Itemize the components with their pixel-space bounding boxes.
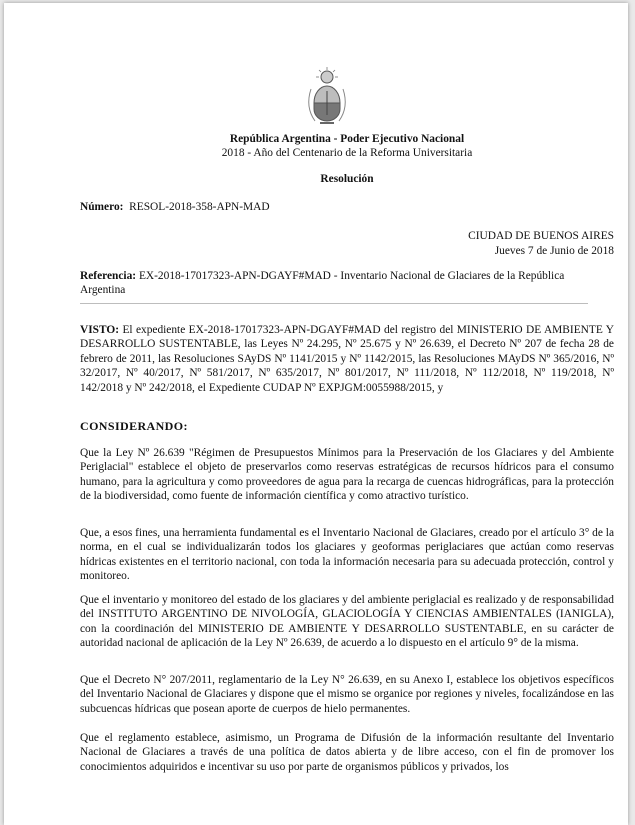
paragraph: Que la Ley Nº 26.639 "Régimen de Presupuestos Mínimos para la Preservación de los Glaciares y del Ambiente Periglacial" establece el objeto de preservarlos como reservas estratégicas de recursos hídricos para el consumo humano, para la agricultura y como proveedores de agua para la recarga de cuencas hidrográficas, para la protección de la biodiversidad, como fuente de información científica y como atractivo turístico. [80, 447, 614, 503]
referencia [80, 269, 590, 298]
paragraph: Que el inventario y monitoreo del estado de los glaciares y del ambiente periglacial es realizado y de responsabilidad del INSTITUTO ARGENTINO DE NIVOLOGÍA, GLACIOLOGÍA Y CIENCIAS AMBIENTALES (IANIGLA), con la coordinación del MINISTERIO DE AMBIENTE Y DESARROLLO SUSTENTABLE, en su carácter de autoridad nacional de aplicación de la Ley Nº 26.639, de acuerdo a lo dispuesto en el artículo 9° de la misma. [80, 594, 614, 650]
year-motto: 2018 - Año del Centenario de la Reforma Universitaria [221, 147, 473, 159]
issuer-line: República Argentina - Poder Ejecutivo Nacional [229, 133, 465, 145]
numero-line [80, 200, 270, 214]
referencia-label: Referencia: [80, 270, 137, 282]
visto-label: VISTO: [80, 324, 120, 336]
numero-label: Número: [80, 201, 124, 213]
coat-of-arms-seal [302, 65, 352, 129]
document-page [4, 3, 628, 825]
referencia-value: EX-2018-17017323-APN-DGAYF#MAD - Inventario Nacional de Glaciares de la República Argentina [80, 270, 565, 297]
numero-value: RESOL-2018-358-APN-MAD [129, 201, 270, 213]
document-type: Resolución [320, 173, 374, 185]
paragraph: Que, a esos fines, una herramienta fundamental es el Inventario Nacional de Glaciares, creado por el artículo 3° de la norma, en el cual se individualizarán todos los glaciares y geoformas periglaciares que actúan como reservas hídricas existentes en el territorio nacional, con toda la información necesaria para su adecuada protección, control y monitoreo. [80, 527, 614, 583]
city: CIUDAD DE BUENOS AIRES [468, 230, 614, 242]
visto-text: El expediente EX-2018-17017323-APN-DGAYF#MAD del registro del MINISTERIO DE AMBIENTE Y DESARROLLO SUSTENTABLE, las Leyes Nº 24.295, Nº 25.675 y Nº 26.639, el Decreto Nº 207 de fecha 28 de febrero de 2011, las Resoluciones SAyDS Nº 1141/2015 y Nº 1142/2015, las Resoluciones MAyDS Nº 365/2016, Nº 32/2017, Nº 40/2017, Nº 581/2017, Nº 635/2017, Nº 801/2017, Nº 111/2018, Nº 112/2018, Nº 119/2018, Nº 142/2018 y Nº 242/2018, el Expediente CUDAP Nº EXPJGM:0055988/2015, y [80, 324, 614, 394]
paragraph: Que el Decreto N° 207/2011, reglamentario de la Ley N° 26.639, en su Anexo I, establece los objetivos específicos del Inventario Nacional de Glaciares y dispone que el mismo se organice por regiones y niveles, focalizándose en las subcuencas hídricas que posean aporte de cuerpos de hielo permanentes. [80, 674, 614, 715]
date: Jueves 7 de Junio de 2018 [494, 245, 614, 257]
paragraph: Que el reglamento establece, asimismo, un Programa de Difusión de la información resultante del Inventario Nacional de Glaciares a través de una política de datos abierta y de libre acceso, con el fin de promover los conocimientos adquiridos e incentivar su uso por parte de organismos públicos y privados, los [80, 732, 614, 773]
visto-paragraph [80, 323, 614, 395]
considerando-heading: CONSIDERANDO: [80, 419, 188, 433]
divider [80, 303, 588, 304]
